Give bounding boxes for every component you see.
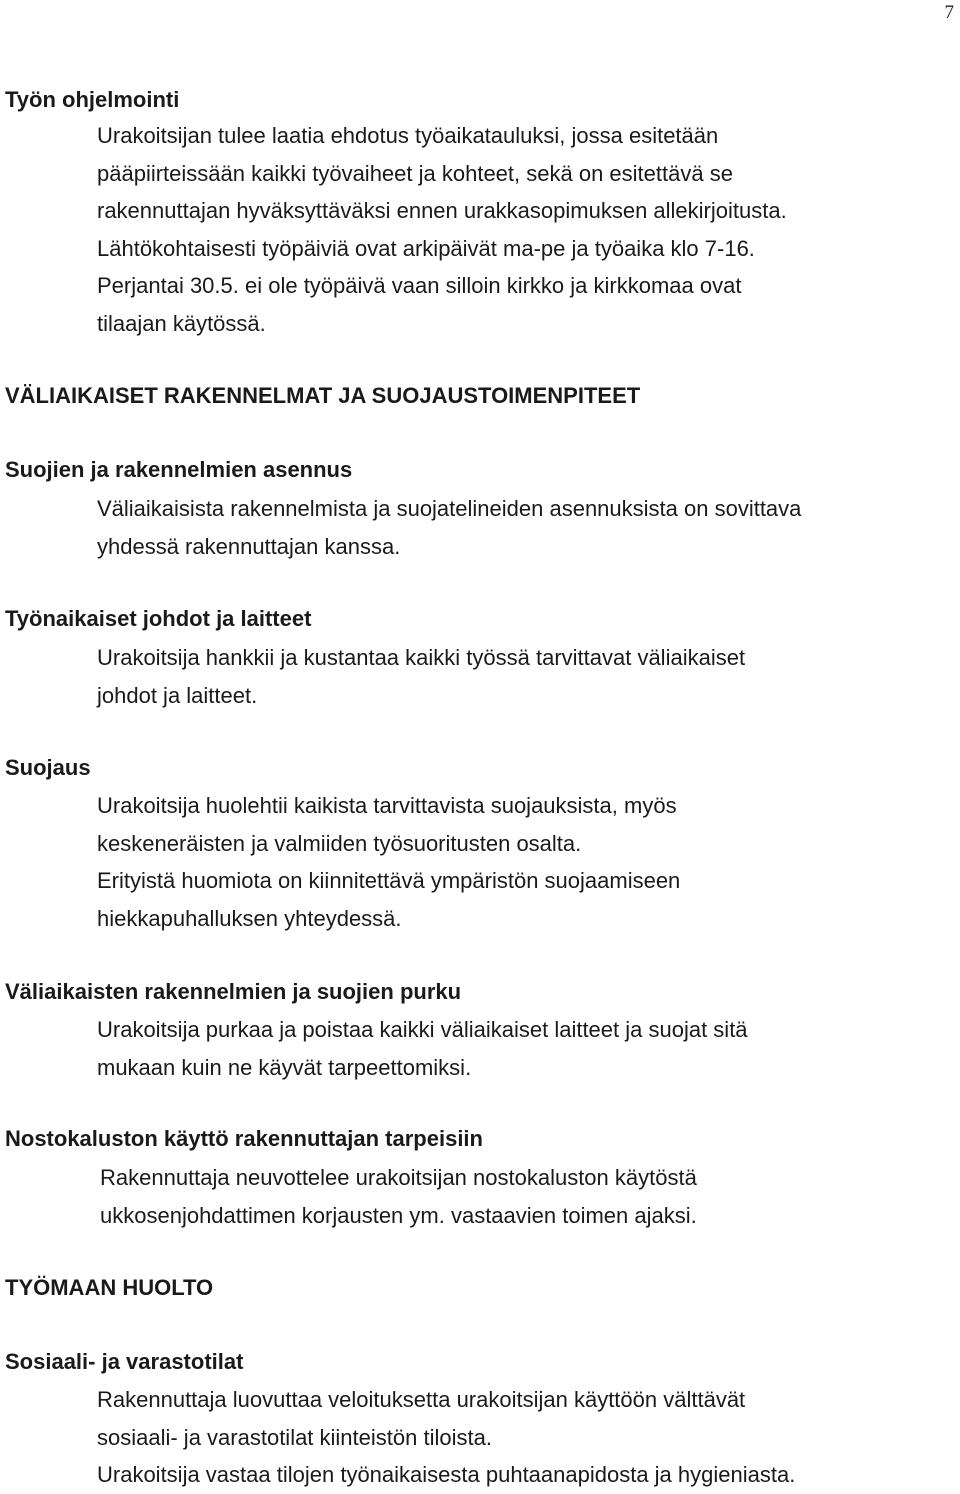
- heading-suojien-asennus: Suojien ja rakennelmien asennus: [5, 457, 353, 482]
- text-line: sosiaali- ja varastotilat kiinteistön tiloista.: [97, 1424, 492, 1450]
- text-line: Lähtökohtaisesti työpäiviä ovat arkipäivät ma-pe ja työaika klo 7-16.: [97, 235, 755, 261]
- text-line: mukaan kuin ne käyvät tarpeettomiksi.: [97, 1054, 472, 1080]
- heading-valiaikaiset-rakennelmat: VÄLIAIKAISET RAKENNELMAT JA SUOJAUSTOIMENPITEET: [5, 383, 641, 408]
- paragraph-suojien-asennus: [97, 490, 801, 565]
- text-line: hiekkapuhalluksen yhteydessä.: [97, 905, 402, 931]
- paragraph-suojaus: [97, 787, 680, 937]
- text-line: pääpiirteissään kaikki työvaiheet ja kohteet, sekä on esitettävä se: [97, 160, 733, 186]
- heading-sosiaali-varastotilat: Sosiaali- ja varastotilat: [5, 1349, 244, 1374]
- text-line: yhdessä rakennuttajan kanssa.: [97, 533, 401, 559]
- heading-purku: Väliaikaisten rakennelmien ja suojien purku: [5, 979, 462, 1004]
- heading-suojaus: Suojaus: [5, 755, 91, 780]
- text-line: Urakoitsijan tulee laatia ehdotus työaikatauluksi, jossa esitetään: [97, 123, 719, 148]
- text-line: Väliaikaisista rakennelmista ja suojatelineiden asennuksista on sovittava: [97, 496, 802, 521]
- text-line: Urakoitsija huolehtii kaikista tarvittavista suojauksista, myös: [97, 793, 677, 818]
- heading-tyon-ohjelmointi: Työn ohjelmointi: [5, 87, 180, 112]
- paragraph-sosiaali-varastotilat: [97, 1381, 795, 1494]
- text-line: keskeneräisten ja valmiiden työsuoritusten osalta.: [97, 830, 582, 856]
- paragraph-purku: [97, 1011, 748, 1086]
- text-line: ukkosenjohdattimen korjausten ym. vastaavien toimen ajaksi.: [100, 1202, 697, 1228]
- text-line: tilaajan käytössä.: [97, 310, 266, 336]
- text-line: Rakennuttaja neuvottelee urakoitsijan nostokaluston käytöstä: [100, 1165, 697, 1190]
- paragraph-tyonaikaiset-johdot: [97, 639, 745, 714]
- text-line: rakennuttajan hyväksyttäväksi ennen urakkasopimuksen allekirjoitusta.: [97, 198, 787, 223]
- text-line: Urakoitsija vastaa tilojen työnaikaisesta puhtaanapidosta ja hygieniasta.: [97, 1462, 796, 1487]
- text-line: Rakennuttaja luovuttaa veloituksetta urakoitsijan käyttöön välttävät: [97, 1387, 746, 1412]
- paragraph-tyon-ohjelmointi: [97, 117, 787, 342]
- text-line: johdot ja laitteet.: [97, 682, 258, 708]
- page-number: 7: [944, 2, 954, 23]
- text-line: Urakoitsija hankkii ja kustantaa kaikki työssä tarvittavat väliaikaiset: [97, 645, 746, 670]
- paragraph-nostokalusto: [100, 1159, 697, 1234]
- heading-tyonaikaiset-johdot: Työnaikaiset johdot ja laitteet: [5, 606, 312, 631]
- text-line: Perjantai 30.5. ei ole työpäivä vaan silloin kirkko ja kirkkomaa ovat: [97, 273, 742, 298]
- text-line: Urakoitsija purkaa ja poistaa kaikki väliaikaiset laitteet ja suojat sitä: [97, 1017, 748, 1042]
- text-line: Erityistä huomiota on kiinnitettävä ympäristön suojaamiseen: [97, 868, 681, 893]
- heading-tyomaan-huolto: TYÖMAAN HUOLTO: [5, 1275, 214, 1300]
- heading-nostokalusto: Nostokaluston käyttö rakennuttajan tarpeisiin: [5, 1126, 483, 1151]
